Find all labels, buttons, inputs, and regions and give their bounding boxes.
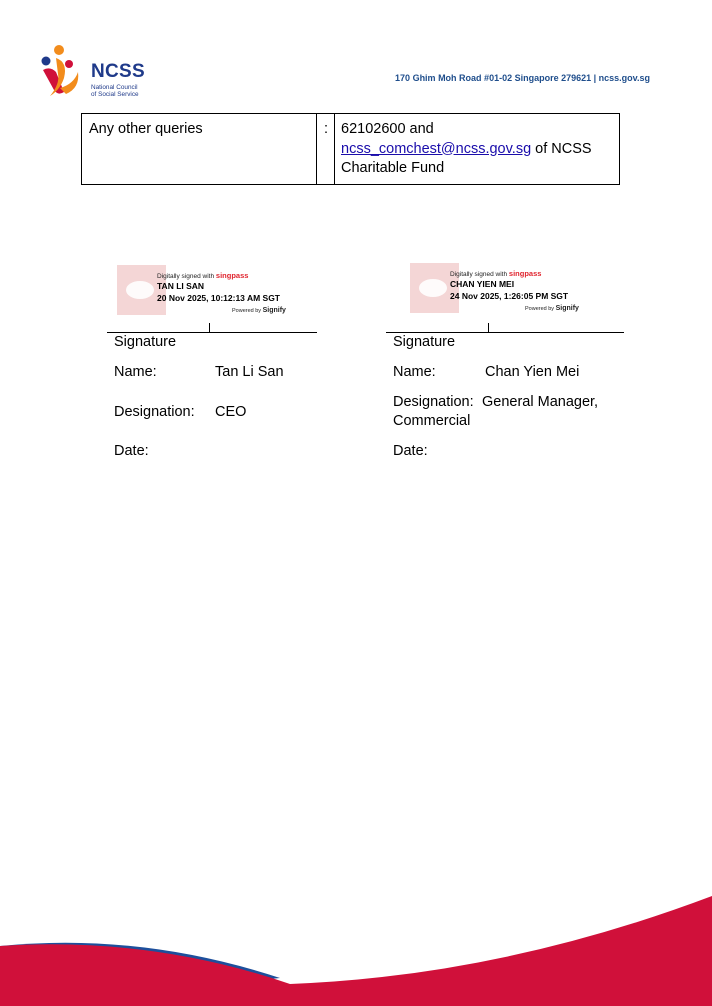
- signature-line-tick: [209, 323, 210, 332]
- email-link[interactable]: ncss_comchest@ncss.gov.sg: [341, 140, 532, 157]
- stamp-digitally-signed: Digitally signed with singpass: [450, 269, 542, 278]
- queries-table: [81, 113, 620, 185]
- date-label: Date:: [393, 443, 428, 459]
- signature-line-tick: [488, 323, 489, 332]
- name-value: Chan Yien Mei: [485, 364, 580, 380]
- date-label: Date:: [114, 443, 149, 459]
- singpass-stamp: [410, 263, 590, 313]
- signify-logo: Signify: [555, 305, 579, 312]
- stamp-datetime: 20 Nov 2025, 10:12:13 AM SGT: [157, 293, 280, 303]
- fund-name: Charitable Fund: [341, 160, 445, 176]
- stamp-datetime: 24 Nov 2025, 1:26:05 PM SGT: [450, 291, 569, 301]
- singpass-logo: singpass: [508, 269, 542, 278]
- name-label: Name:: [393, 364, 436, 380]
- stamp-powered-by: Powered by Signify: [525, 305, 579, 312]
- stamp-icon: [419, 279, 447, 297]
- email-line: [341, 140, 616, 160]
- singpass-logo: singpass: [215, 271, 249, 280]
- stamp-signer-name: TAN LI SAN: [157, 281, 205, 291]
- footer-wave-decoration: [0, 880, 712, 1006]
- designation-value: CEO: [215, 404, 247, 420]
- designation-label: Designation:: [393, 394, 474, 410]
- designation-continued: Commercial: [393, 413, 471, 429]
- designation-label: Designation:: [114, 404, 195, 420]
- org-short-name: NCSS: [91, 61, 145, 82]
- org-full-line2: of Social Service: [91, 91, 139, 98]
- org-full-line1: National Council: [91, 84, 138, 91]
- header-address: 170 Ghim Moh Road #01-02 Singapore 279621 | ncss.gov.sg: [395, 73, 650, 83]
- stamp-digitally-signed: Digitally signed with singpass: [157, 271, 249, 280]
- signify-logo: Signify: [262, 307, 286, 314]
- org-full-name: [91, 84, 161, 98]
- ncss-logo-mark: [38, 44, 88, 102]
- stamp-powered-by: Powered by Signify: [232, 307, 286, 314]
- designation-value: General Manager,: [482, 394, 599, 410]
- stamp-icon: [126, 281, 154, 299]
- email-suffix: of NCSS: [531, 140, 592, 157]
- colon-separator: :: [324, 121, 329, 137]
- singpass-stamp: [117, 265, 297, 315]
- queries-label: Any other queries: [89, 121, 203, 137]
- stamp-signer-name: CHAN YIEN MEI: [450, 279, 515, 289]
- phone-number: 62102600 and: [341, 121, 434, 137]
- name-label: Name:: [114, 364, 157, 380]
- signature-label: Signature: [393, 334, 456, 350]
- signature-label: Signature: [114, 334, 177, 350]
- name-value: Tan Li San: [215, 364, 284, 380]
- queries-value: [341, 120, 616, 179]
